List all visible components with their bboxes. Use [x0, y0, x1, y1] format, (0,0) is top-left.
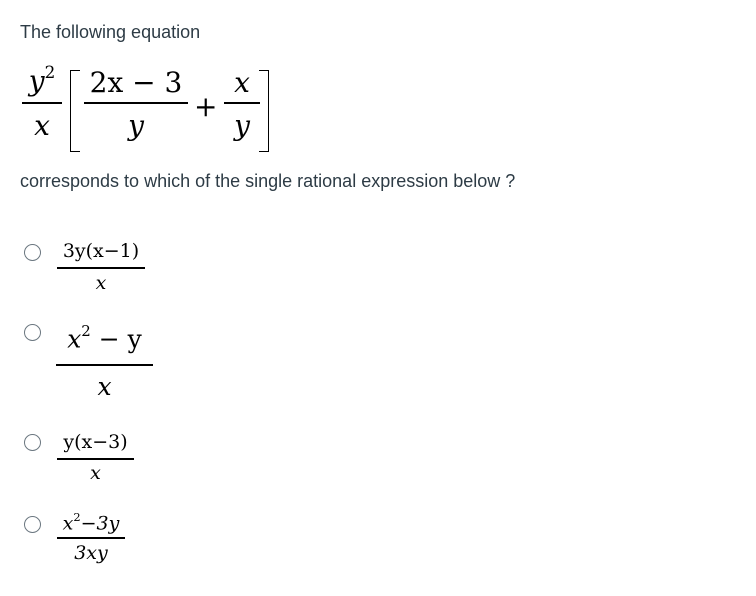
right-bracket	[259, 70, 269, 152]
equation-inner-fraction	[84, 62, 188, 152]
plus-sign: +	[194, 90, 218, 123]
option-4-numerator: $x^2-3y$	[62, 510, 120, 535]
option-1-fraction	[57, 240, 145, 298]
option-4-fraction	[57, 510, 125, 570]
equation-inner-denominator: y	[128, 109, 144, 142]
prompt-intro: The following equation	[20, 22, 201, 42]
option-2-numerator: $x^2 - y$	[67, 322, 142, 354]
equation-right-fraction	[224, 62, 260, 152]
radio-option-1[interactable]	[24, 244, 41, 261]
option-2-fraction	[56, 322, 153, 404]
left-bracket	[70, 70, 80, 152]
radio-option-2[interactable]	[24, 324, 41, 341]
option-2-denominator: x	[97, 372, 112, 401]
option-1-numerator: 3y(x−1)	[62, 240, 140, 262]
equation-left-fraction	[22, 62, 62, 152]
equation-inner-numerator: 2x − 3	[89, 66, 183, 99]
option-3-numerator: y(x−3)	[63, 431, 128, 453]
option-1-denominator: x	[95, 272, 107, 294]
radio-option-4[interactable]	[24, 516, 41, 533]
option-3-denominator: x	[90, 462, 101, 484]
equation-left-denominator: x	[34, 109, 50, 142]
option-3-fraction	[57, 431, 134, 487]
equation-right-numerator: x	[234, 66, 250, 99]
radio-option-3[interactable]	[24, 434, 41, 451]
option-4-denominator: 3xy	[74, 542, 108, 564]
prompt-question: corresponds to which of the single rational expression below ?	[20, 171, 516, 191]
equation-left-numerator: $y^2$	[28, 62, 56, 98]
equation-right-denominator: y	[234, 109, 250, 142]
